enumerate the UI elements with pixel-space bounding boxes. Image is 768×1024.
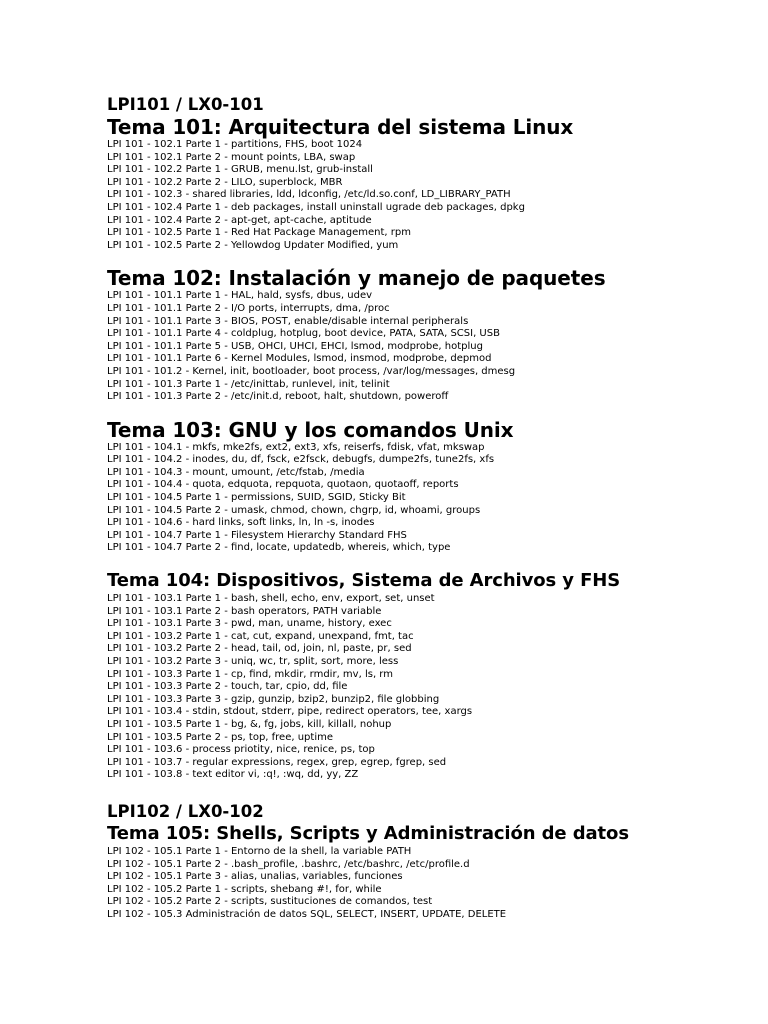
list-item: LPI 101 - 102.5 Parte 2 - Yellowdog Updater Modified, yum <box>107 239 399 251</box>
list-item: LPI 102 - 105.3 Administración de datos SQL, SELECT, INSERT, UPDATE, DELETE <box>107 908 507 920</box>
topic-title: Tema 101: Arquitectura del sistema Linux <box>107 115 574 139</box>
section-lpi102 <box>107 802 768 922</box>
list-item: LPI 102 - 105.1 Parte 1 - Entorno de la shell, la variable PATH <box>107 845 412 857</box>
topic-list <box>107 593 768 782</box>
list-item: LPI 101 - 102.4 Parte 2 - apt-get, apt-cache, aptitude <box>107 214 372 226</box>
topic-list <box>107 290 768 403</box>
list-item: LPI 101 - 101.1 Parte 4 - coldplug, hotplug, boot device, PATA, SATA, SCSI, USB <box>107 328 500 340</box>
section-heading: LPI102 / LX0-102 <box>107 801 264 821</box>
list-item: LPI 101 - 102.5 Parte 1 - Red Hat Package Management, rpm <box>107 227 411 239</box>
topic-102 <box>107 266 768 403</box>
list-item: LPI 101 - 101.3 Parte 1 - /etc/inittab, runlevel, init, telinit <box>107 378 390 390</box>
list-item: LPI 101 - 104.5 Parte 2 - umask, chmod, chown, chgrp, id, whoami, groups <box>107 504 481 516</box>
list-item: LPI 101 - 104.5 Parte 1 - permissions, SUID, SGID, Sticky Bit <box>107 492 406 504</box>
list-item: LPI 101 - 103.6 - process priotity, nice, renice, ps, top <box>107 744 375 756</box>
list-item: LPI 101 - 103.3 Parte 1 - cp, find, mkdir, rmdir, mv, ls, rm <box>107 668 393 680</box>
section-lpi101 <box>107 95 768 782</box>
topic-title: Tema 103: GNU y los comandos Unix <box>107 417 514 442</box>
list-item: LPI 101 - 103.2 Parte 2 - head, tail, od, join, nl, paste, pr, sed <box>107 643 412 655</box>
list-item: LPI 101 - 101.3 Parte 2 - /etc/init.d, reboot, halt, shutdown, poweroff <box>107 391 449 403</box>
topic-title: Tema 105: Shells, Scripts y Administración de datos <box>107 822 629 844</box>
list-item: LPI 101 - 101.2 - Kernel, init, bootloader, boot process, /var/log/messages, dmesg <box>107 365 516 377</box>
list-item: LPI 101 - 103.7 - regular expressions, regex, grep, egrep, fgrep, sed <box>107 756 447 768</box>
list-item: LPI 101 - 101.1 Parte 3 - BIOS, POST, enable/disable internal peripherals <box>107 315 469 327</box>
list-item: LPI 102 - 105.1 Parte 3 - alias, unalias, variables, funciones <box>107 871 403 883</box>
list-item: LPI 101 - 104.6 - hard links, soft links, ln, ln -s, inodes <box>107 517 375 529</box>
list-item: LPI 101 - 102.1 Parte 1 - partitions, FHS, boot 1024 <box>107 139 363 150</box>
topic-104 <box>107 569 768 782</box>
list-item: LPI 101 - 104.3 - mount, umount, /etc/fstab, /media <box>107 466 365 478</box>
list-item: LPI 101 - 104.7 Parte 1 - Filesystem Hierarchy Standard FHS <box>107 529 407 541</box>
list-item: LPI 102 - 105.2 Parte 2 - scripts, sustituciones de comandos, test <box>107 896 433 908</box>
list-item: LPI 101 - 103.1 Parte 2 - bash operators, PATH variable <box>107 605 382 617</box>
list-item: LPI 101 - 101.1 Parte 2 - I/O ports, interrupts, dma, /proc <box>107 302 390 314</box>
list-item: LPI 101 - 103.8 - text editor vi, :q!, :wq, dd, yy, ZZ <box>107 769 359 781</box>
list-item: LPI 101 - 103.5 Parte 1 - bg, &, fg, jobs, kill, killall, nohup <box>107 718 392 730</box>
list-item: LPI 101 - 104.2 - inodes, du, df, fsck, e2fsck, debugfs, dumpe2fs, tune2fs, xfs <box>107 454 495 466</box>
list-item: LPI 101 - 103.2 Parte 1 - cat, cut, expand, unexpand, fmt, tac <box>107 630 414 642</box>
list-item: LPI 101 - 102.4 Parte 1 - deb packages, install uninstall ugrade deb packages, dpkg <box>107 201 525 213</box>
topic-list <box>107 846 768 922</box>
list-item: LPI 101 - 103.3 Parte 3 - gzip, gunzip, bzip2, bunzip2, file globbing <box>107 693 440 705</box>
list-item: LPI 101 - 103.5 Parte 2 - ps, top, free, uptime <box>107 731 334 743</box>
topic-list <box>107 442 768 555</box>
topic-title: Tema 104: Dispositivos, Sistema de Archivos y FHS <box>107 570 621 592</box>
list-item: LPI 101 - 101.1 Parte 5 - USB, OHCI, UHCI, EHCI, lsmod, modprobe, hotplug <box>107 340 483 352</box>
list-item: LPI 102 - 105.2 Parte 1 - scripts, shebang #!, for, while <box>107 883 382 895</box>
list-item: LPI 101 - 103.1 Parte 1 - bash, shell, echo, env, export, set, unset <box>107 593 435 605</box>
topic-103 <box>107 418 768 555</box>
list-item: LPI 101 - 104.1 - mkfs, mke2fs, ext2, ext3, xfs, reiserfs, fdisk, vfat, mkswap <box>107 441 485 453</box>
list-item: LPI 101 - 104.4 - quota, edquota, repquota, quotaon, quotaoff, reports <box>107 479 459 491</box>
list-item: LPI 101 - 102.2 Parte 2 - LILO, superblock, MBR <box>107 176 343 188</box>
list-item: LPI 101 - 102.2 Parte 1 - GRUB, menu.lst, grub-install <box>107 164 373 176</box>
list-item: LPI 101 - 102.1 Parte 2 - mount points, LBA, swap <box>107 151 356 163</box>
list-item: LPI 101 - 102.3 - shared libraries, ldd, ldconfig, /etc/ld.so.conf, LD_LIBRARY_PATH <box>107 189 511 201</box>
topic-title: Tema 102: Instalación y manejo de paquetes <box>107 266 606 291</box>
list-item: LPI 101 - 101.1 Parte 6 - Kernel Modules, lsmod, insmod, modprobe, depmod <box>107 353 492 365</box>
list-item: LPI 101 - 103.2 Parte 3 - uniq, wc, tr, split, sort, more, less <box>107 656 399 667</box>
list-item: LPI 101 - 103.1 Parte 3 - pwd, man, uname, history, exec <box>107 618 392 630</box>
section-heading: LPI101 / LX0-101 <box>107 95 264 114</box>
list-item: LPI 101 - 101.1 Parte 1 - HAL, hald, sysfs, dbus, udev <box>107 290 373 302</box>
topic-105 <box>107 822 768 922</box>
list-item: LPI 101 - 103.3 Parte 2 - touch, tar, cpio, dd, file <box>107 681 348 693</box>
topic-list <box>107 139 768 252</box>
topic-101 <box>107 115 768 252</box>
list-item: LPI 101 - 103.4 - stdin, stdout, stderr, pipe, redirect operators, tee, xargs <box>107 706 473 718</box>
list-item: LPI 101 - 104.7 Parte 2 - find, locate, updatedb, whereis, which, type <box>107 542 451 554</box>
list-item: LPI 102 - 105.1 Parte 2 - .bash_profile, .bashrc, /etc/bashrc, /etc/profile.d <box>107 858 470 870</box>
